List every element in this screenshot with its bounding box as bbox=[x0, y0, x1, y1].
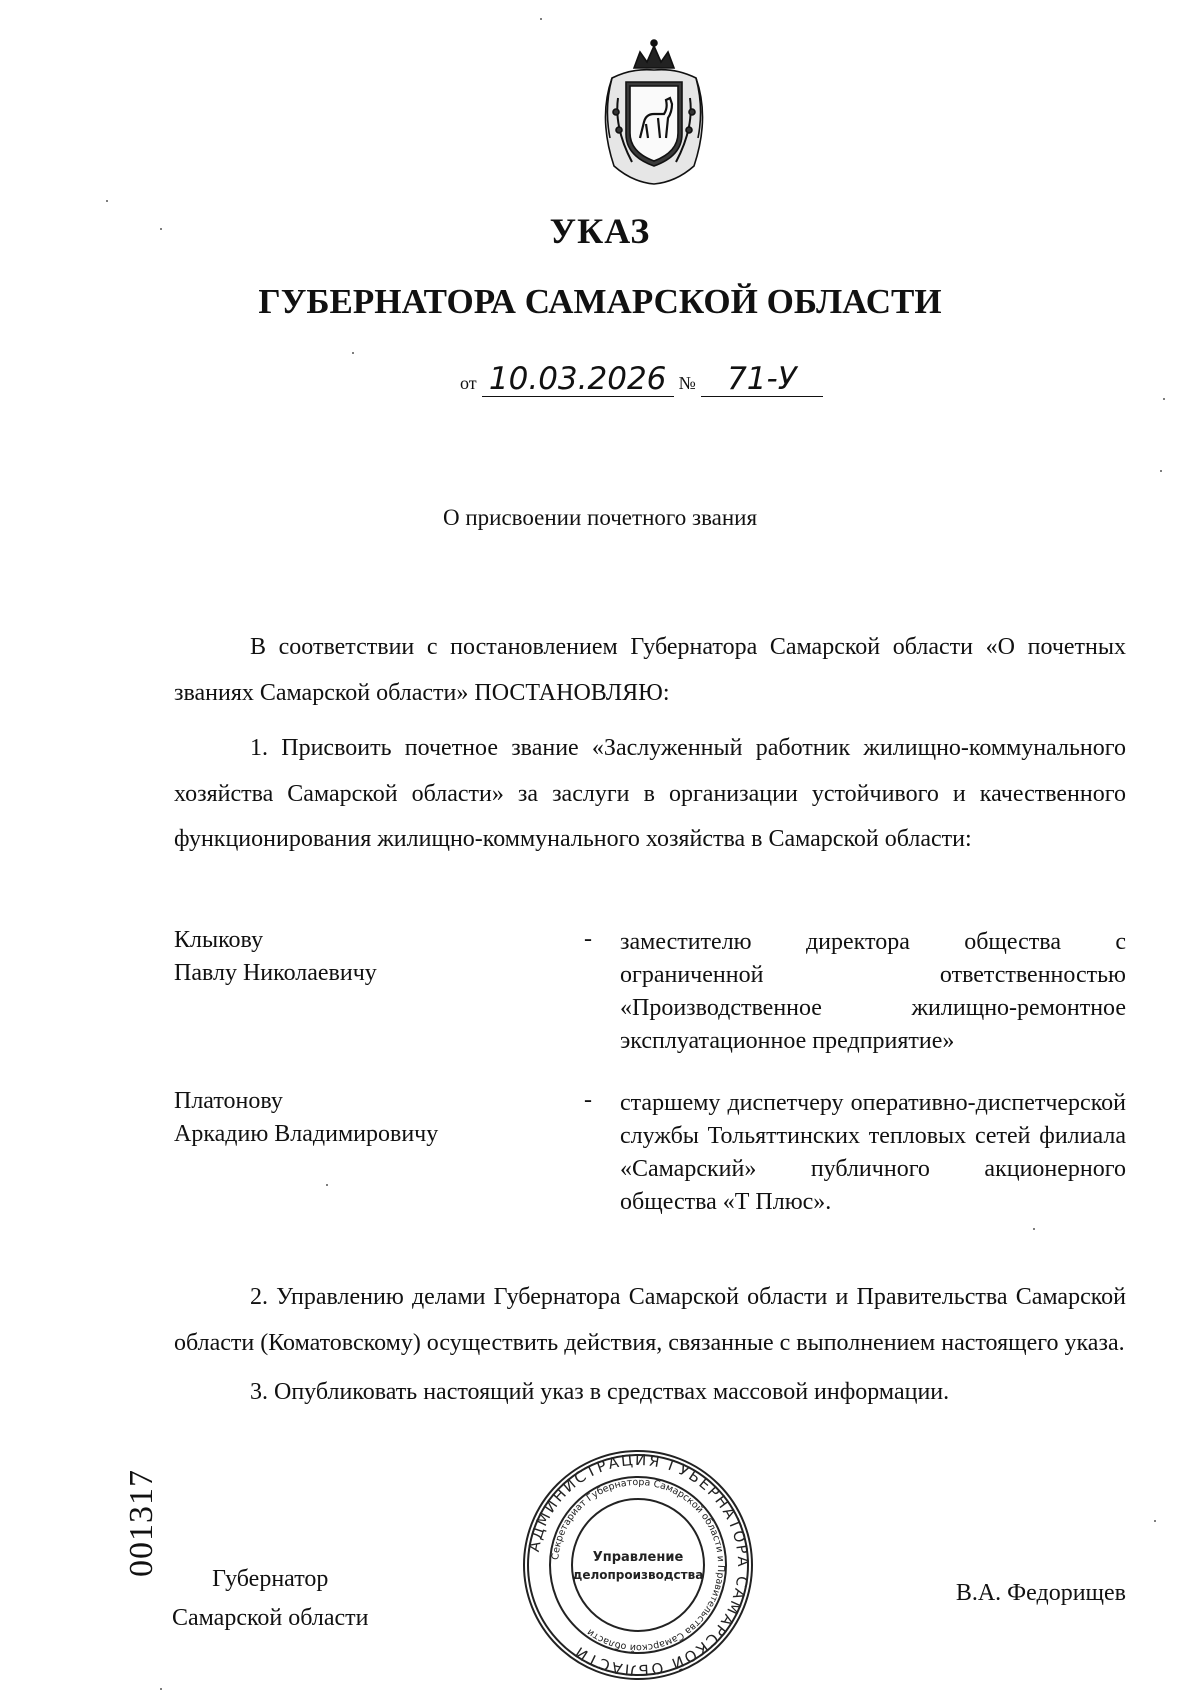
document-title: УКАЗ bbox=[549, 211, 651, 251]
official-stamp-icon bbox=[518, 1445, 758, 1685]
handwritten-number: 71-У bbox=[701, 362, 823, 397]
coat-of-arms-icon bbox=[592, 38, 716, 188]
number-label: № bbox=[678, 373, 696, 393]
awardee-1-name bbox=[174, 924, 377, 990]
document-subject: О присвоении почетного звания bbox=[442, 505, 758, 530]
awardee-dash: - bbox=[584, 926, 592, 952]
awardee-dash: - bbox=[584, 1087, 592, 1113]
handwritten-date: 10.03.2026 bbox=[482, 362, 674, 397]
serial-number-text: 001317 bbox=[123, 1469, 160, 1577]
awardee-2-name bbox=[174, 1085, 438, 1151]
awardee-given-name: Аркадию Владимировичу bbox=[174, 1121, 439, 1147]
stamp-outer-text: АДМИНИСТРАЦИЯ ГУБЕРНАТОРА САМАРСКОЙ ОБЛАСТИ bbox=[524, 1450, 753, 1680]
stamp-center-line-2: делопроизводства bbox=[572, 1568, 704, 1582]
signatory-position bbox=[172, 1560, 369, 1638]
preamble-paragraph: В соответствии с постановлением Губернатора Самарской области «О почетных званиях Самарской области» ПОСТАНОВЛЯЮ: bbox=[174, 634, 1126, 706]
item-2-paragraph: 2. Управлению делами Губернатора Самарской области и Правительства Самарской области (Коматовскому) осуществить действия, связанные с выполнением настоящего указа. bbox=[174, 1284, 1126, 1356]
stamp-middle-text: Секретариат Губернатора Самарской области и Правительства Самарской области bbox=[550, 1476, 727, 1654]
signatory-position-line-2: Самарской области bbox=[172, 1605, 369, 1631]
awardee-1-position: заместителю директора общества с ограниченной ответственностью «Производственное жилищно-ремонтное эксплуатационное предприятие» bbox=[620, 929, 1126, 1054]
awardee-2-position: старшему диспетчеру оперативно-диспетчерской службы Тольяттинских тепловых сетей филиала «Самарский» публичного акционерного общества «Т Плюс». bbox=[620, 1090, 1126, 1215]
serial-number bbox=[112, 1448, 172, 1598]
awardee-surname: Платонову bbox=[174, 1088, 283, 1114]
stamp-center-line-1: Управление bbox=[592, 1550, 684, 1565]
signatory-name: В.А. Федорищев bbox=[955, 1580, 1126, 1606]
item-1-paragraph: 1. Присвоить почетное звание «Заслуженный работник жилищно-коммунального хозяйства Самарской области» за заслуги в организации устойчивого и качественного функционирования жилищно-коммунального хозяйства в Самарской области: bbox=[174, 735, 1126, 852]
date-label: от bbox=[460, 373, 477, 393]
date-number-line bbox=[460, 362, 823, 397]
item-3-paragraph: 3. Опубликовать настоящий указ в средствах массовой информации. bbox=[250, 1379, 950, 1405]
signatory-position-line-1: Губернатор bbox=[212, 1566, 329, 1592]
document-subtitle: ГУБЕРНАТОРА САМАРСКОЙ ОБЛАСТИ bbox=[258, 282, 942, 321]
awardee-given-name: Павлу Николаевичу bbox=[174, 960, 377, 986]
awardee-surname: Клыкову bbox=[174, 927, 264, 953]
